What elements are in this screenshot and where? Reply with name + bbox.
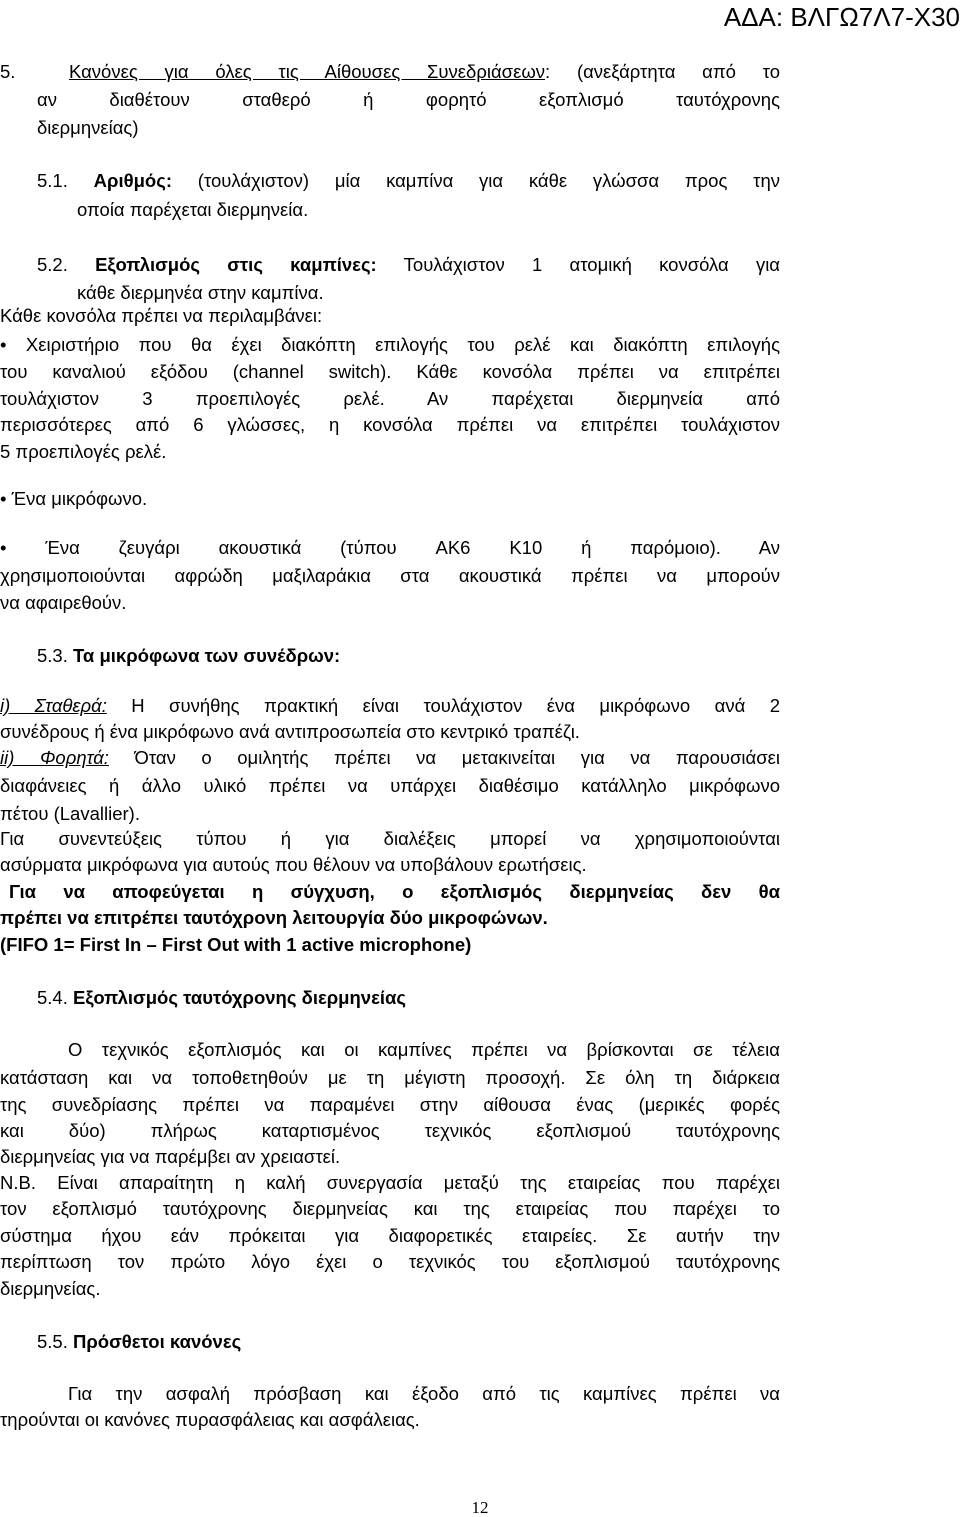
mobile-mics-line-1 bbox=[0, 749, 780, 768]
bullet-3-line-2: χρησιμοποιούνται αφρώδη μαξιλαράκια στα ακουστικά πρέπει να μπορούν bbox=[0, 565, 780, 586]
bullet-3-line-1: • Ένα ζευγάρι ακουστικά (τύπου AK6 K10 ή παρόμοιο). Αν bbox=[0, 537, 780, 558]
section-5-3-number: 5.3. bbox=[37, 645, 68, 666]
section-5-1-number: 5.1. bbox=[37, 170, 68, 191]
equipment-line-3: της συνεδρίασης πρέπει να παραμένει στην αίθουσα ένας (μερικές φορές bbox=[0, 1094, 780, 1115]
section-5-title: Κανόνες για όλες τις Αίθουσες Συνεδριάσεων bbox=[68, 61, 546, 82]
section-5-4-heading: Εξοπλισμός ταυτόχρονης διερμηνείας bbox=[73, 987, 406, 1008]
bullet-1-line-4: περισσότερες από 6 γλώσσες, η κονσόλα πρέπει να επιτρέπει τουλάχιστον bbox=[0, 414, 780, 435]
section-5-1-line-1 bbox=[37, 172, 780, 191]
equipment-line-5: διερμηνείας για να παρέμβει αν χρειαστεί. bbox=[0, 1146, 341, 1167]
section-5-title-rest: : (ανεξάρτητα από το bbox=[545, 61, 780, 82]
section-5-2-line-1 bbox=[37, 256, 780, 275]
section-5-3-heading-line bbox=[37, 647, 340, 666]
nb-line-4: περίπτωση τον πρώτο λόγο έχει ο τεχνικός του εξοπλισμού ταυτόχρονης bbox=[0, 1251, 780, 1272]
fifo-note-line-1: Για να αποφεύγεται η σύγχυση, ο εξοπλισμός διερμηνείας δεν θα bbox=[9, 881, 780, 902]
fixed-mics-line-1 bbox=[0, 697, 780, 716]
console-intro: Κάθε κονσόλα πρέπει να περιλαμβάνει: bbox=[0, 305, 323, 326]
section-5-line-3: διερμηνείας) bbox=[37, 117, 139, 138]
section-5-1-text: (τουλάχιστον) μία καμπίνα για κάθε γλώσσα προς την bbox=[172, 170, 780, 191]
interviews-line-2: ασύρματα μικρόφωνα για αυτούς που θέλουν να υποβάλουν ερωτήσεις. bbox=[0, 854, 587, 875]
section-5-2-text: Τουλάχιστον 1 ατομική κονσόλα για bbox=[376, 254, 780, 275]
mobile-mics-line-2: διαφάνειες ή άλλο υλικό πρέπει να υπάρχει διαθέσιμο κατάλληλο μικρόφωνο bbox=[0, 775, 780, 796]
bullet-2: • Ένα μικρόφωνο. bbox=[0, 488, 148, 509]
mobile-mics-text: Όταν ο ομιλητής πρέπει να μετακινείται για να παρουσιάσει bbox=[108, 747, 781, 768]
bullet-1-line-5: 5 προεπιλογές ρελέ. bbox=[0, 441, 167, 462]
section-5-5-heading-line bbox=[37, 1333, 241, 1352]
equipment-line-4: και δύο) πλήρως καταρτισμένος τεχνικός εξοπλισμού ταυτόχρονης bbox=[0, 1120, 780, 1141]
section-5-3-heading: Τα μικρόφωνα των συνέδρων: bbox=[73, 645, 341, 666]
section-5-2-heading: Εξοπλισμός στις καμπίνες: bbox=[95, 254, 377, 275]
section-5-2-line-2: κάθε διερμηνέα στην καμπίνα. bbox=[77, 282, 324, 303]
section-5-5-number: 5.5. bbox=[37, 1331, 68, 1352]
bullet-1-line-1: • Χειριστήριο που θα έχει διακόπτη επιλογής του ρελέ και διακόπτη επιλογής bbox=[0, 334, 780, 355]
section-5-4-heading-line bbox=[37, 989, 406, 1008]
mobile-mics-label: ii) Φορητά: bbox=[0, 747, 109, 768]
additional-rules-line-2: τηρούνται οι κανόνες πυρασφάλειας και ασφάλειας. bbox=[0, 1409, 420, 1430]
page-number: 12 bbox=[471, 1498, 489, 1517]
section-5-number: 5. bbox=[0, 61, 16, 82]
additional-rules-line-1: Για την ασφαλή πρόσβαση και έξοδο από τις καμπίνες πρέπει να bbox=[68, 1383, 780, 1404]
nb-line-3: σύστημα ήχου εάν πρόκειται για διαφορετικές εταιρείες. Σε αυτήν την bbox=[0, 1225, 780, 1246]
section-5-4-number: 5.4. bbox=[37, 987, 68, 1008]
fifo-note-line-3: (FIFO 1= First In – First Out with 1 active microphone) bbox=[0, 934, 472, 955]
bullet-1-line-3: τουλάχιστον 3 προεπιλογές ρελέ. Αν παρέχεται διερμηνεία από bbox=[0, 388, 780, 409]
fixed-mics-text: Η συνήθης πρακτική είναι τουλάχιστον ένα μικρόφωνο ανά 2 bbox=[106, 695, 780, 716]
section-5-2-number: 5.2. bbox=[37, 254, 68, 275]
nb-line-1: N.B. Είναι απαραίτητη η καλή συνεργασία μεταξύ της εταιρείας που παρέχει bbox=[0, 1172, 780, 1193]
section-5-5-heading: Πρόσθετοι κανόνες bbox=[73, 1331, 242, 1352]
fixed-mics-label: i) Σταθερά: bbox=[0, 695, 107, 716]
section-5-line-1 bbox=[0, 63, 780, 82]
section-5-1-line-2: οποία παρέχεται διερμηνεία. bbox=[77, 199, 309, 220]
bullet-1-line-2: του καναλιού εξόδου (channel switch). Κάθε κονσόλα πρέπει να επιτρέπει bbox=[0, 361, 780, 382]
nb-line-2: τον εξοπλισμό ταυτόχρονης διερμηνείας και της εταιρείας που παρέχει το bbox=[0, 1198, 780, 1219]
mobile-mics-line-3: πέτου (Lavallier). bbox=[0, 803, 140, 824]
equipment-line-1: Ο τεχνικός εξοπλισμός και οι καμπίνες πρέπει να βρίσκονται σε τέλεια bbox=[68, 1039, 780, 1060]
section-5-1-heading: Αριθμός: bbox=[93, 170, 172, 191]
equipment-line-2: κατάσταση και να τοποθετηθούν με τη μέγιστη προσοχή. Σε όλη τη διάρκεια bbox=[0, 1067, 780, 1088]
fifo-note-line-2: πρέπει να επιτρέπει ταυτόχρονη λειτουργία δύο μικροφώνων. bbox=[0, 907, 548, 928]
interviews-line-1: Για συνεντεύξεις τύπου ή για διαλέξεις μπορεί να χρησιμοποιούνται bbox=[0, 828, 780, 849]
section-5-line-2: αν διαθέτουν σταθερό ή φορητό εξοπλισμό ταυτόχρονης bbox=[37, 89, 780, 110]
nb-line-5: διερμηνείας. bbox=[0, 1278, 101, 1299]
ada-code: ΑΔΑ: ΒΛΓΩ7Λ7-Χ30 bbox=[723, 2, 960, 32]
fixed-mics-line-2: συνέδρους ή ένα μικρόφωνο ανά αντιπροσωπεία στο κεντρικό τραπέζι. bbox=[0, 721, 580, 742]
bullet-3-line-3: να αφαιρεθούν. bbox=[0, 592, 127, 613]
